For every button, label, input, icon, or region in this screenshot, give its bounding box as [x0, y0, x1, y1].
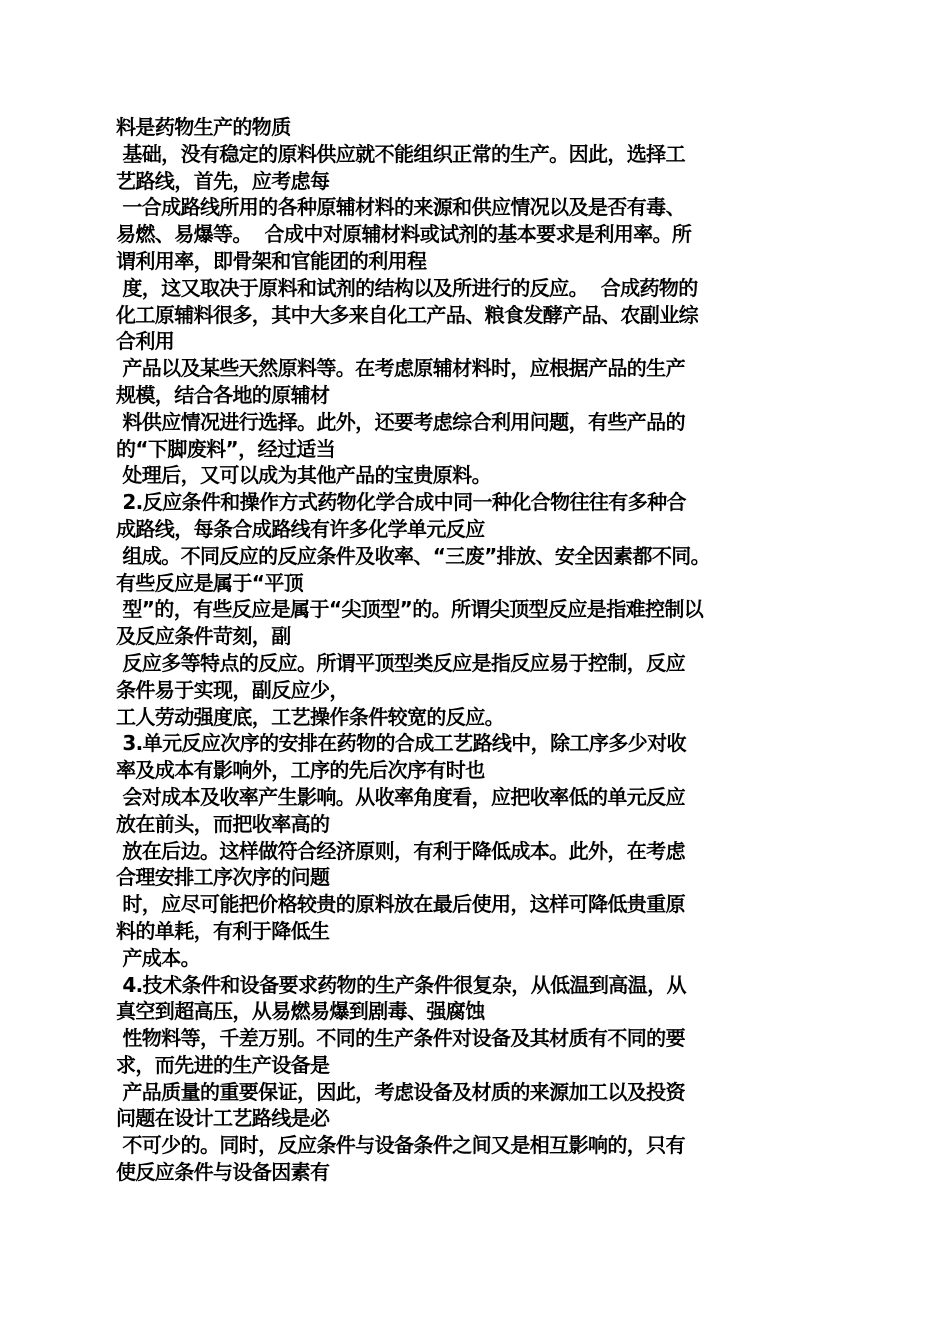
text-line: 成路线，每条合成路线有许多化学单元反应	[116, 516, 485, 541]
text-line: 基础，没有稳定的原料供应就不能组织正常的生产。因此，选择工	[116, 141, 685, 166]
document-body-text	[116, 114, 836, 1186]
text-line: 艺路线，首先，应考虑每	[116, 168, 330, 193]
text-line: 规模，结合各地的原辅材	[116, 382, 330, 407]
text-line: 料供应情况进行选择。此外，还要考虑综合利用问题，有些产品的	[116, 409, 685, 434]
text-line: 求，而先进的生产设备是	[116, 1052, 330, 1077]
text-line: 度，这又取决于原料和试剂的结构以及所进行的反应。 合成药物的	[116, 275, 698, 300]
text-line: 放在后边。这样做符合经济原则，有利于降低成本。此外，在考虑	[116, 838, 685, 863]
text-line: 性物料等，千差万别。不同的生产条件对设备及其材质有不同的要	[116, 1026, 685, 1051]
text-line: 有些反应是属于“平顶	[116, 570, 304, 595]
text-line: 产品以及某些天然原料等。在考虑原辅材料时，应根据产品的生产	[116, 356, 685, 381]
text-line: 的“下脚废料”，经过适当	[116, 436, 336, 461]
text-line: 料是药物生产的物质	[116, 115, 291, 139]
text-line: 反应多等特点的反应。所谓平顶型类反应是指反应易于控制，反应	[116, 650, 685, 675]
text-line: 处理后，又可以成为其他产品的宝贵原料。	[116, 463, 491, 488]
text-line: 2.反应条件和操作方式药物化学合成中同一种化合物往往有多种合	[116, 490, 686, 515]
text-line: 化工原辅料很多，其中大多来自化工产品、粮食发酵产品、农副业综	[116, 302, 698, 327]
text-line: 谓利用率，即骨架和官能团的利用程	[116, 248, 427, 273]
text-line: 4.技术条件和设备要求药物的生产条件很复杂，从低温到高温，从	[116, 972, 686, 997]
text-line: 3.单元反应次序的安排在药物的合成工艺路线中，除工序多少对收	[116, 731, 686, 756]
text-line: 合利用	[116, 329, 175, 354]
text-line: 时，应尽可能把价格较贵的原料放在最后使用，这样可降低贵重原	[116, 892, 685, 917]
text-line: 真空到超高压，从易燃易爆到剧毒、强腐蚀	[116, 999, 485, 1024]
text-line: 会对成本及收率产生影响。从收率角度看，应把收率低的单元反应	[116, 784, 685, 809]
text-line: 一合成路线所用的各种原辅材料的来源和供应情况以及是否有毒、	[116, 195, 685, 220]
text-line: 不可少的。同时，反应条件与设备条件之间又是相互影响的，只有	[116, 1133, 685, 1158]
text-line: 料的单耗，有利于降低生	[116, 918, 330, 943]
text-line: 工人劳动强度底，工艺操作条件较宽的反应。	[116, 704, 504, 729]
text-line: 及反应条件苛刻，副	[116, 624, 291, 649]
text-line: 问题在设计工艺路线是必	[116, 1106, 330, 1131]
text-line: 易燃、易爆等。 合成中对原辅材料或试剂的基本要求是利用率。所	[116, 222, 692, 247]
text-line: 率及成本有影响外，工序的先后次序有时也	[116, 758, 485, 783]
text-line: 使反应条件与设备因素有	[116, 1160, 330, 1185]
text-line: 条件易于实现，副反应少，	[116, 677, 349, 702]
text-line: 合理安排工序次序的问题	[116, 865, 330, 890]
text-line: 型”的，有些反应是属于“尖顶型”的。所谓尖顶型反应是指难控制以	[116, 597, 704, 622]
text-line: 产品质量的重要保证，因此，考虑设备及材质的来源加工以及投资	[116, 1079, 685, 1104]
text-line: 产成本。	[116, 945, 200, 970]
text-line: 放在前头，而把收率高的	[116, 811, 330, 836]
text-line: 组成。不同反应的反应条件及收率、“三废”排放、安全因素都不同。	[116, 543, 711, 568]
